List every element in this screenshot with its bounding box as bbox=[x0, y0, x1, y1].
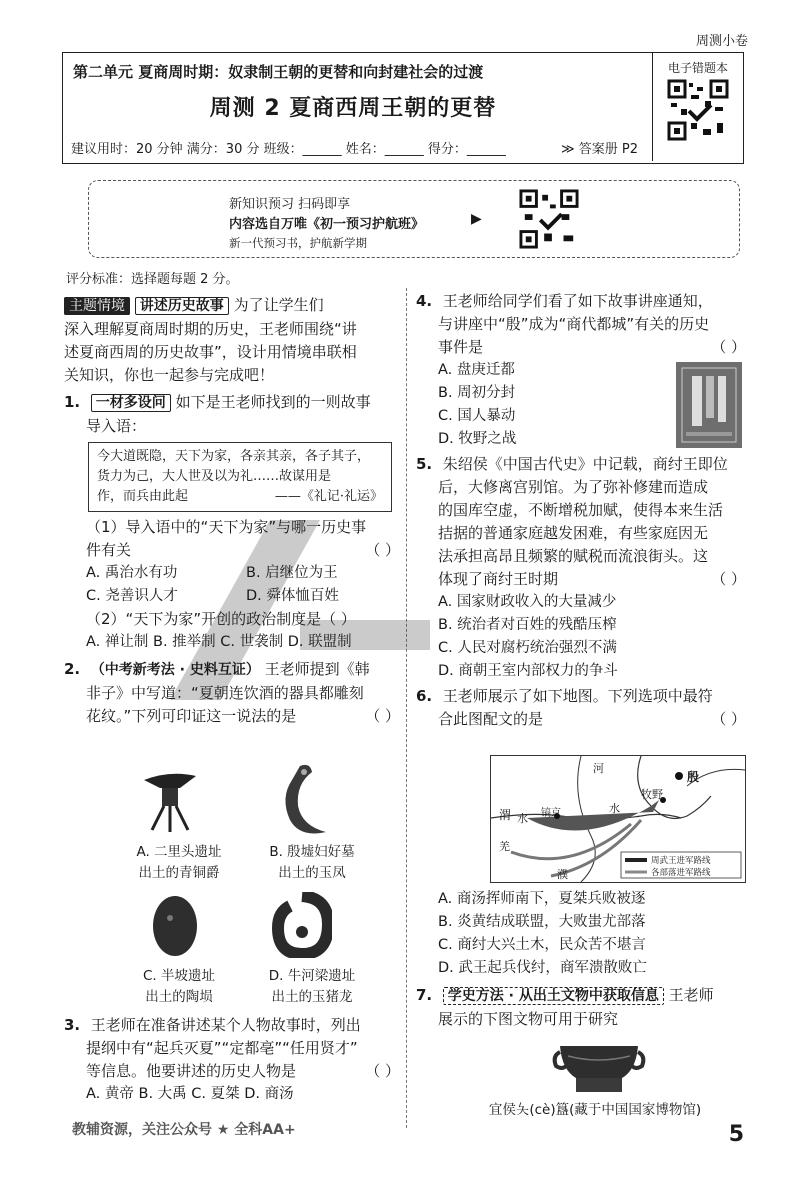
q5-option-b[interactable]: B. 统治者对百姓的残酷压榨 bbox=[438, 617, 617, 633]
q4-option-a[interactable]: A. 盘庚迁都 bbox=[438, 362, 515, 378]
q1-number: 1. bbox=[64, 393, 81, 411]
q2-caption-c bbox=[124, 966, 234, 1008]
map-label-pu: 濮 bbox=[557, 868, 568, 881]
intro-text2: 深入理解夏商周时期的历史，王老师围绕“讲 bbox=[64, 320, 357, 338]
q2-stem bbox=[64, 658, 400, 682]
q1-option-a[interactable]: A. 禹治水有功 bbox=[86, 565, 178, 581]
promo-qr-code-icon[interactable] bbox=[519, 189, 579, 249]
q4-option-c[interactable]: C. 国人暴动 bbox=[438, 408, 516, 424]
pottery-xun-icon bbox=[150, 892, 200, 958]
q1-option-d[interactable]: D. 舜体恤百姓 bbox=[246, 588, 339, 604]
q5-text6-row bbox=[416, 568, 746, 591]
page-number: 5 bbox=[728, 1122, 744, 1147]
intro-text4: 关知识，你也一起参与完成吧！ bbox=[64, 366, 275, 384]
q5-text4: 拮据的普通家庭越发困难，有些家庭因无 bbox=[438, 524, 709, 542]
q4-text3: 事件是 bbox=[438, 338, 484, 356]
q6-stem bbox=[416, 685, 746, 708]
map-label-he: 河 bbox=[593, 762, 604, 775]
q5-option-a[interactable]: A. 国家财政收入的大量减少 bbox=[438, 594, 617, 610]
map-label-yin: 殷 bbox=[687, 770, 700, 784]
q2-caption-c2: 出土的陶埙 bbox=[145, 989, 213, 1005]
q1-quote2: 货力为己，大人世及以为礼……故谋用是 bbox=[97, 469, 332, 484]
q5-answer[interactable]: （ ） bbox=[711, 570, 746, 588]
q7-tag: 学史方法 · 从出土文物中获取信息 bbox=[443, 987, 664, 1005]
q3-text2: 提纲中有“起兵灭夏”“定都亳”“任用贤才” bbox=[86, 1039, 358, 1057]
q4-option-d[interactable]: D. 牧野之战 bbox=[438, 431, 517, 447]
promo-line1: 新知识预习 扫码即享 bbox=[229, 197, 351, 212]
q7-text2: 展示的下图文物可用于研究 bbox=[438, 1010, 619, 1028]
q1-quote1: 今大道既隐，天下为家，各亲其亲，各子其子， bbox=[97, 449, 371, 464]
q6-option-a[interactable]: A. 商汤挥师南下，夏桀兵败被逐 bbox=[438, 891, 646, 907]
q2-caption-a bbox=[124, 842, 234, 884]
map-legend-tribes: 各部落进军路线 bbox=[651, 868, 711, 878]
q5-text2: 后，大修离宫别馆。为了弥补修建而造成 bbox=[438, 478, 709, 496]
q1-option-b[interactable]: B. 启继位为王 bbox=[246, 565, 338, 581]
q6-answer[interactable]: （ ） bbox=[711, 710, 746, 728]
q1-sub2: （2）“天下为家”开创的政治制度是（ ） bbox=[86, 610, 356, 628]
q3-block bbox=[64, 1014, 400, 1106]
q5-text6: 体现了商纣王时期 bbox=[438, 570, 559, 588]
qr-panel bbox=[652, 53, 743, 161]
meta-info: 建议用时：20 分钟 满分：30 分 班级：______ 姓名：______ 得分：______ bbox=[71, 142, 506, 157]
intro-tag-story: 讲述历史故事 bbox=[135, 297, 229, 315]
promo-line2: 内容选自万唯《初一预习护航班》 bbox=[229, 217, 425, 232]
q1-quote-source: ——《礼记·礼运》 bbox=[274, 489, 383, 504]
q2-text3: 花纹。”下列可印证这一说法的是 bbox=[86, 707, 297, 725]
q2-caption-b2: 出土的玉凤 bbox=[278, 865, 346, 881]
q1-stem bbox=[64, 391, 400, 415]
q4-text3-row bbox=[416, 336, 746, 359]
q5-stem bbox=[416, 453, 746, 476]
map-label-shui: 水 bbox=[609, 802, 620, 815]
q1-sub1-answer[interactable]: （ ） bbox=[365, 541, 400, 559]
q1-option-c[interactable]: C. 尧善识人才 bbox=[86, 588, 178, 604]
left-column bbox=[64, 294, 400, 728]
q1-text1: 如下是王老师找到的一则故事 bbox=[175, 393, 371, 411]
intro-line1 bbox=[64, 294, 400, 318]
lecture-poster-icon bbox=[676, 362, 742, 448]
q2-caption-b bbox=[252, 842, 372, 884]
q7-text1: 王老师 bbox=[668, 986, 714, 1004]
q7-caption: 宜侯夨(cè)簋(藏于中国国家博物馆) bbox=[488, 1102, 702, 1118]
qr-label: 电子错题本 bbox=[667, 61, 728, 75]
q2-text3-row bbox=[64, 705, 400, 728]
q2-caption-a2: 出土的青铜爵 bbox=[138, 865, 220, 881]
q1-sub1b-row bbox=[64, 539, 400, 562]
q6-number: 6. bbox=[416, 687, 433, 705]
right-column bbox=[416, 290, 746, 731]
q6-options-block bbox=[416, 888, 746, 1031]
q1-sub2-options[interactable]: A. 禅让制 B. 推举制 C. 世袭制 D. 联盟制 bbox=[86, 634, 352, 650]
q5-option-d[interactable]: D. 商朝王室内部权力的争斗 bbox=[438, 663, 618, 679]
bronze-gui-icon bbox=[552, 1040, 646, 1094]
q6-text2-row bbox=[416, 708, 746, 731]
q2-answer[interactable]: （ ） bbox=[365, 707, 400, 725]
q2-caption-d1[interactable]: D. 牛河梁遗址 bbox=[268, 968, 356, 984]
q5-option-c[interactable]: C. 人民对腐朽统治强烈不满 bbox=[438, 640, 617, 656]
q1-options-row2 bbox=[64, 585, 400, 608]
promo-line3: 新一代预习书，护航新学期 bbox=[229, 236, 367, 250]
q1-quote3: 作，而兵由此起 bbox=[97, 489, 189, 504]
q3-number: 3. bbox=[64, 1016, 81, 1034]
bronze-jue-icon bbox=[140, 768, 200, 834]
footer-note: 教辅资源，关注公众号 ★ 全科AA+ bbox=[72, 1122, 296, 1138]
q6-text1: 王老师展示了如下地图。下列选项中最符 bbox=[442, 687, 713, 705]
q2-number: 2. bbox=[64, 660, 81, 678]
unit-title: 第二单元 夏商周时期：奴隶制王朝的更替和向封建社会的过渡 bbox=[73, 63, 484, 81]
q4-text1: 王老师给同学们看了如下故事讲座通知， bbox=[442, 292, 713, 310]
q1-quote-box bbox=[88, 442, 392, 512]
q1-options-row1 bbox=[64, 562, 400, 585]
q6-option-d[interactable]: D. 武王起兵伐纣，商军溃散败亡 bbox=[438, 960, 647, 976]
q2-caption-b1[interactable]: B. 殷墟妇好墓 bbox=[269, 844, 355, 860]
map-label-wei: 渭 bbox=[499, 808, 512, 822]
q4-option-b[interactable]: B. 周初分封 bbox=[438, 385, 516, 401]
intro-tag-theme: 主题情境 bbox=[64, 297, 130, 315]
q5-text5: 法承担高昂且频繁的赋税而流浪街头。这 bbox=[438, 547, 709, 565]
page-title: 周测 2 夏商西周王朝的更替 bbox=[209, 96, 497, 121]
q4-text2: 与讲座中“殷”成为“商代都城”有关的历史 bbox=[438, 315, 710, 333]
q3-text3: 等信息。他要讲述的历史人物是 bbox=[86, 1062, 297, 1080]
q1-sub1a: （1）导入语中的“天下为家”与哪一历史事 bbox=[86, 518, 367, 536]
page-tag: 周测小卷 bbox=[695, 34, 748, 49]
q3-text1: 王老师在准备讲述某个人物故事时，列出 bbox=[90, 1016, 361, 1034]
q2-caption-d bbox=[252, 966, 372, 1008]
scoring-note: 评分标准：选择题每题 2 分。 bbox=[66, 272, 239, 287]
q2-caption-c1[interactable]: C. 半坡遗址 bbox=[142, 968, 215, 984]
q4-stem bbox=[416, 290, 746, 313]
q3-text3-row bbox=[64, 1060, 400, 1083]
q2-caption-d2: 出土的玉猪龙 bbox=[271, 989, 353, 1005]
jade-phoenix-icon bbox=[280, 762, 336, 838]
header-box bbox=[62, 52, 744, 164]
q2-caption-a1[interactable]: A. 二里头遗址 bbox=[136, 844, 222, 860]
q2-tag: （中考新考法 · 史料互证） bbox=[90, 662, 260, 678]
q1-quote3-row bbox=[97, 487, 383, 507]
q7-number: 7. bbox=[416, 986, 433, 1004]
intro-text3: 述夏商西周的历史故事”，设计用情境串联相 bbox=[64, 343, 357, 361]
q6-option-b[interactable]: B. 炎黄结成联盟，大败蚩尤部落 bbox=[438, 914, 646, 930]
q3-options[interactable]: A. 黄帝 B. 大禹 C. 夏桀 D. 商汤 bbox=[86, 1086, 294, 1102]
map-legend-zhou: 周武王进军路线 bbox=[651, 856, 711, 866]
q5-number: 5. bbox=[416, 455, 433, 473]
map-label-muye: 牧野 bbox=[641, 788, 663, 801]
q4-number: 4. bbox=[416, 292, 433, 310]
q6-text2: 合此图配文的是 bbox=[438, 710, 544, 728]
map-label-qiang: 羌 bbox=[499, 840, 510, 853]
exam-meta bbox=[71, 138, 671, 157]
qr-code-icon[interactable] bbox=[667, 79, 729, 141]
intro-text1: 为了让学生们 bbox=[233, 296, 324, 314]
q3-answer[interactable]: （ ） bbox=[365, 1062, 400, 1080]
play-arrow-icon: ▶ bbox=[471, 211, 482, 227]
q6-option-c[interactable]: C. 商纣大兴土木，民众苦不堪言 bbox=[438, 937, 646, 953]
map-label-wei-shui: 水 bbox=[517, 812, 528, 825]
q6-map bbox=[490, 755, 746, 883]
q3-stem bbox=[64, 1014, 400, 1037]
promo-box bbox=[88, 180, 740, 258]
q2-text2: 非子》中写道：“夏朝连饮酒的器具都雕刻 bbox=[86, 684, 364, 702]
q4-answer[interactable]: （ ） bbox=[711, 338, 746, 356]
q7-stem bbox=[416, 984, 746, 1008]
jade-pig-dragon-icon bbox=[272, 892, 332, 958]
q5-text1: 朱绍侯《中国古代史》中记载，商纣王即位 bbox=[442, 455, 728, 473]
q1-text2: 导入语： bbox=[86, 417, 147, 435]
map-label-hao: 镐京 bbox=[541, 808, 561, 819]
q1-sub1b: 件有关 bbox=[86, 541, 132, 559]
column-divider bbox=[406, 288, 407, 1128]
q1-tag: 一材多设问 bbox=[91, 394, 171, 412]
answer-ref: ≫ 答案册 P2 bbox=[561, 142, 638, 157]
q5-text3: 的国库空虚，不断增税加赋，使得本来生活 bbox=[438, 501, 724, 519]
q2-text1: 王老师提到《韩 bbox=[264, 660, 370, 678]
